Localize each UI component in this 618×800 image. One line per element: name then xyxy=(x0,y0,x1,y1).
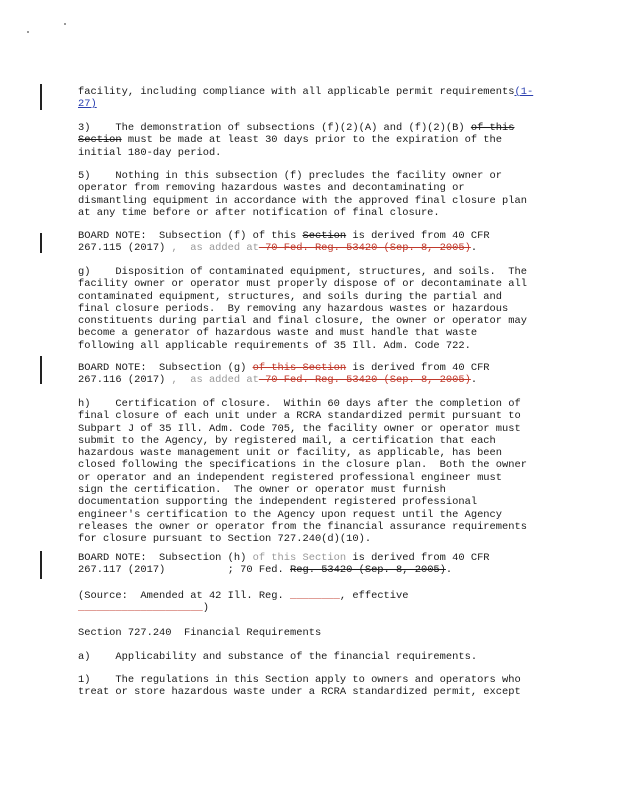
source-text: (Source: Amended at 42 Ill. Reg. xyxy=(78,590,291,602)
deleted-text: Section xyxy=(78,134,122,147)
blank-field: ____________________ xyxy=(78,602,203,615)
note-text: BOARD NOTE: Subsection (f) of this xyxy=(78,230,303,242)
deleted-text: Section xyxy=(302,230,347,242)
faint-text: of this Section xyxy=(252,552,347,564)
paragraph-text: must be made at least 30 days prior to the expiration of the initial 180-day period. xyxy=(78,134,503,159)
board-note-h xyxy=(78,552,548,577)
deleted-citation: 70 Fed. Reg. 53420 (Sep. 8, 2005) xyxy=(258,374,471,387)
note-text: . xyxy=(470,242,478,255)
change-bar xyxy=(40,551,42,579)
scan-speck xyxy=(27,31,29,33)
note-text: ; 70 Fed. xyxy=(165,564,291,577)
inserted-text: (1- 27) xyxy=(78,86,534,111)
board-note-g xyxy=(78,362,548,387)
change-bar xyxy=(40,233,42,253)
change-bar xyxy=(40,356,42,384)
paragraph-a: a) Applicability and substance of the financial requirements. xyxy=(78,651,478,663)
board-note-f xyxy=(78,230,548,255)
paragraph-text: 3) The demonstration of subsections (f)(2)(A) and (f)(2)(B) xyxy=(78,122,471,134)
note-text: is derived from 40 CFR 267.116 (2017) xyxy=(78,362,490,387)
section-heading: Section 727.240 Financial Requirements xyxy=(78,627,322,639)
blank-field: ________ xyxy=(290,590,340,602)
deleted-citation: 70 Fed. Reg. 53420 (Sep. 8, 2005) xyxy=(258,242,471,255)
source-text: , effective xyxy=(339,590,409,602)
note-text: BOARD NOTE: Subsection (h) xyxy=(78,552,253,564)
faint-text: , as added at xyxy=(171,242,259,255)
faint-text: , as added at xyxy=(171,374,259,387)
scan-speck xyxy=(64,23,66,25)
paragraph-text: facility, including compliance with all applicable permit requirements xyxy=(78,86,515,98)
deleted-text: of this Section xyxy=(252,362,347,374)
note-text: . xyxy=(445,564,453,577)
deleted-text: of this xyxy=(470,122,515,134)
paragraph-g: g) Disposition of contaminated equipment, structures, and soils. The facility owner or operator must properly dispose of or decontaminate all contaminated equipment, structures, and soils during the partial and final closure periods. By removing any hazardous wastes or hazardous constituents during partial and final closure, the owner or operator may become a generator of hazardous waste and must handle that waste following all applicable requirements of 35 Ill. Adm. Code 722. xyxy=(78,266,527,352)
source-line xyxy=(78,590,548,615)
paragraph-f5: 5) Nothing in this subsection (f) precludes the facility owner or operator from removing hazardous wastes and decontaminating or dismantling equipment in accordance with the approved final closure plan at any time before or after notification of final closure. xyxy=(78,170,527,219)
source-text: ) xyxy=(202,602,209,615)
paragraph-closure-tail xyxy=(78,86,548,111)
deleted-citation: Reg. 53420 (Sep. 8, 2005) xyxy=(290,564,446,577)
note-text: is derived from 40 CFR 267.115 (2017) xyxy=(78,230,490,255)
paragraph-f3 xyxy=(78,122,548,159)
note-text: . xyxy=(470,374,478,387)
paragraph-a1: 1) The regulations in this Section apply to owners and operators who treat or store hazardous waste under a RCRA standardized permit, except xyxy=(78,674,521,699)
change-bar xyxy=(40,84,42,110)
note-text: BOARD NOTE: Subsection (g) xyxy=(78,362,253,374)
note-text: is derived from 40 CFR 267.117 (2017) xyxy=(78,552,490,577)
paragraph-h: h) Certification of closure. Within 60 days after the completion of final closure of each unit under a RCRA standardized permit pursuant to Subpart J of 35 Ill. Adm. Code 705, the facility owner or operator must submit to the Agency, by registered mail, a certification that each hazardous waste management unit or facility, as applicable, has been closed following the specifications in the closure plan. Both the owner or operator and an independent registered professional engineer must sign the certification. The owner or operator must furnish documentation supporting the independent registered professional engineer's certification to the Agency upon request until the Agency releases the owner or operator from the financial assurance requirements for closure pursuant to Section 727.240(d)(10). xyxy=(78,398,527,546)
